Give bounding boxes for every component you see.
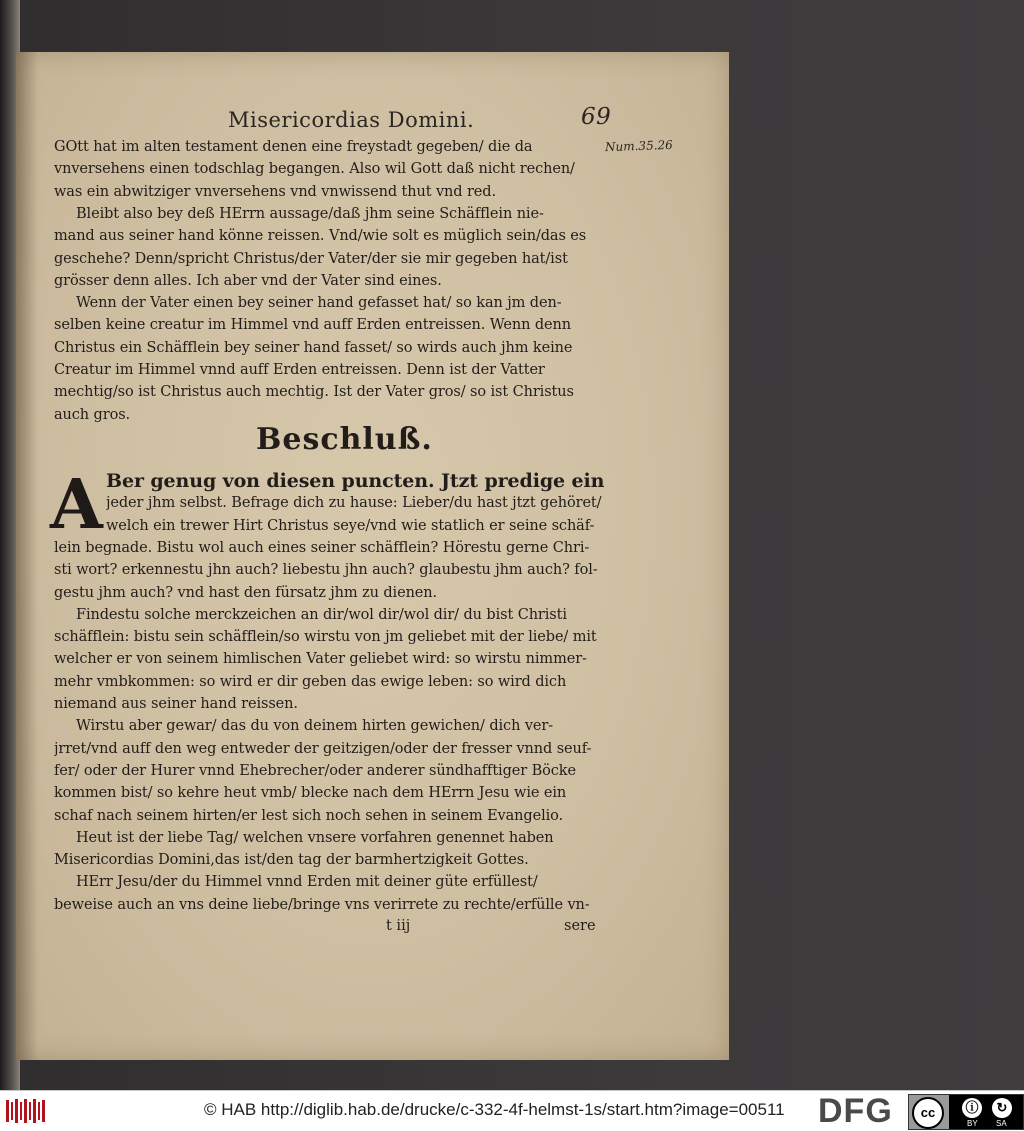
text-line: welch ein trewer Hirt Christus seye/vnd wie statlich er seine schäf-	[106, 517, 595, 534]
text-line: Bleibt also bey deß HErrn aussage/daß jhm seine Schäfflein nie-	[76, 205, 544, 222]
page-number: 69	[581, 104, 612, 130]
text-line: sti wort? erkennestu jhn auch? liebestu jhn auch? glaubestu jhm auch? fol-	[54, 562, 598, 579]
text-line: geschehe? Denn/spricht Christus/der Vater/der sie mir gegeben hat/ist	[54, 250, 568, 267]
text-line: Misericordias Domini,das ist/den tag der barmhertzigkeit Gottes.	[54, 852, 529, 869]
signature-mark: t iij	[386, 918, 411, 934]
signature-line	[386, 918, 636, 940]
text-line: Heut ist der liebe Tag/ welchen vnsere vorfahren genennet haben	[76, 829, 554, 846]
section-heading: Beschluß.	[256, 422, 433, 457]
share-alike-icon: ↻	[992, 1098, 1012, 1118]
text-line: fer/ oder der Hurer vnnd Ehebrecher/oder anderer sündhafftiger Böcke	[54, 762, 576, 779]
margin-note: Num.35.26	[604, 137, 674, 155]
page-gutter-shadow	[16, 52, 38, 1060]
text-line: schaf nach seinem hirten/er lest sich noch sehen in seinem Evangelio.	[54, 807, 564, 824]
text-line: kommen bist/ so kehre heut vmb/ blecke nach dem HErrn Jesu wie ein	[54, 785, 567, 802]
text-line: Creatur im Himmel vnnd auff Erden entreissen. Denn ist der Vatter	[54, 362, 545, 378]
text-line: jeder jhm selbst. Befrage dich zu hause: Lieber/du hast jtzt gehöret/	[106, 495, 602, 512]
text-line: mechtig/so ist Christus auch mechtig. Ist der Vater gros/ so ist Christus	[54, 384, 574, 401]
text-line: lein begnade. Bistu wol auch eines seiner schäfflein? Hörestu gerne Chri-	[54, 539, 590, 556]
text-line: jrret/vnd auff den weg entweder der geitzigen/oder der fresser vnnd seuf-	[54, 740, 592, 757]
drop-initial: A	[50, 465, 103, 545]
by-person-icon: ⓘ	[962, 1098, 982, 1118]
text-line: auch gros.	[54, 406, 131, 423]
cc-icon: cc	[912, 1097, 944, 1129]
running-head: Misericordias Domini.	[228, 108, 475, 132]
text-line: niemand aus seiner hand reissen.	[54, 696, 298, 712]
cc-attributes	[949, 1095, 1023, 1129]
catchword: sere	[564, 918, 596, 934]
page-header	[228, 104, 628, 138]
text-line: HErr Jesu/der du Himmel vnnd Erden mit deiner güte erfüllest/	[76, 874, 538, 891]
text-line: Christus ein Schäfflein bey seiner hand fasset/ so wirds auch jhm keine	[54, 339, 573, 356]
text-line: Ber genug von diesen puncten. Jtzt predige ein	[106, 470, 605, 492]
text-line: vnversehens einen todschlag begangen. Also wil Gott daß nicht rechen/	[54, 161, 575, 178]
text-line: mand aus seiner hand könne reissen. Vnd/wie solt es müglich sein/das es	[54, 228, 587, 245]
text-line: GOtt hat im alten testament denen eine freystadt gegeben/ die da	[54, 139, 533, 155]
text-line: gestu jhm auch? vnd hast den fürsatz jhm zu dienen.	[54, 584, 438, 601]
sa-label: SA	[996, 1119, 1007, 1128]
cc-license-badge[interactable]	[908, 1094, 1024, 1130]
footer-bar	[0, 1090, 1024, 1131]
text-line: Findestu solche merckzeichen an dir/wol dir/wol dir/ du bist Christi	[76, 606, 567, 623]
text-line: Wenn der Vater einen bey seiner hand gefasset hat/ so kan jm den-	[76, 295, 562, 312]
book-page	[16, 52, 729, 1060]
text-line: welcher er von seinem himlischen Vater geliebet wird: so wirstu nimmer-	[54, 651, 587, 668]
copyright-link[interactable]: © HAB http://diglib.hab.de/drucke/c-332-4f-helmst-1s/start.htm?image=00511	[204, 1100, 785, 1119]
text-line: selben keine creatur im Himmel vnd auff Erden entreissen. Wenn denn	[54, 317, 572, 334]
by-label: BY	[967, 1119, 978, 1128]
dfg-logo: DFG	[818, 1092, 893, 1130]
text-line: was ein abwitziger vnversehens vnd vnwissend thut vnd red.	[54, 183, 496, 200]
hab-logo-icon	[4, 1096, 48, 1126]
text-line: grösser denn alles. Ich aber vnd der Vater sind eines.	[54, 272, 442, 289]
text-line: beweise auch an vns deine liebe/bringe vns verirrete zu rechte/erfülle vn-	[54, 896, 590, 913]
text-line: mehr vmbkommen: so wird er dir geben das ewige leben: so wird dich	[54, 673, 567, 690]
text-line: schäfflein: bistu sein schäfflein/so wirstu von jm geliebet mit der liebe/ mit	[54, 629, 597, 646]
text-line: Wirstu aber gewar/ das du von deinem hirten gewichen/ dich ver-	[76, 718, 554, 735]
